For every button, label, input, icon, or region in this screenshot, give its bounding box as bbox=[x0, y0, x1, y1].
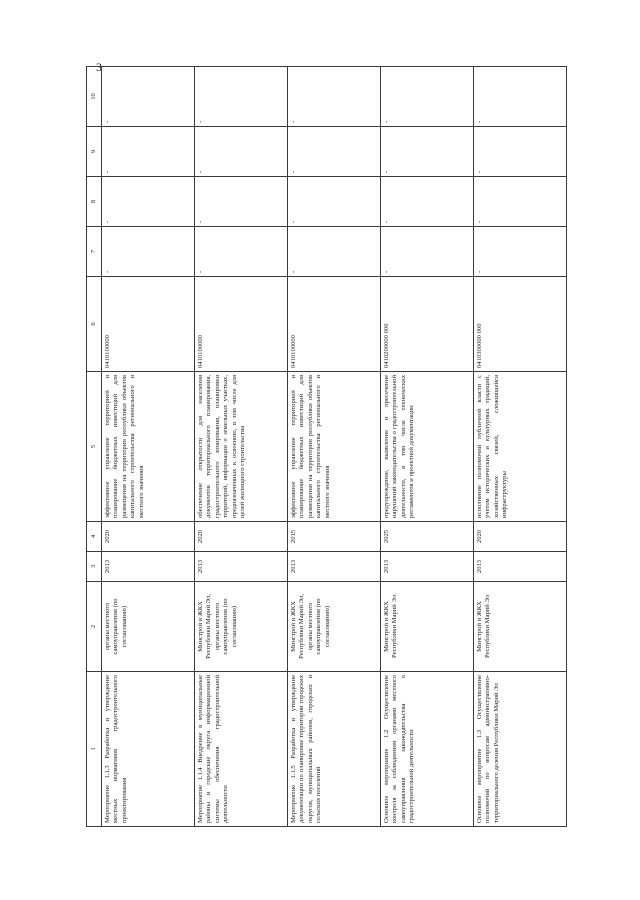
code-cell: 0410100000 bbox=[195, 277, 288, 372]
table-row bbox=[288, 67, 381, 827]
col9-cell: - bbox=[474, 127, 567, 177]
result-cell: эффективное управление территорией и планирование бюджетных инвестиций для размещения на территории республики объектов капитального строительства регионального и местного значения bbox=[288, 372, 381, 522]
col8-cell: - bbox=[474, 177, 567, 227]
table-row bbox=[102, 67, 195, 827]
col10-cell: - bbox=[474, 67, 567, 127]
start-year-cell: 2013 bbox=[474, 552, 567, 582]
col8-cell: - bbox=[195, 177, 288, 227]
code-cell: 0410200000 000 bbox=[381, 277, 474, 372]
result-cell: предупреждение, выявление и пресечение нарушений законодательства о градостроительной деятельности, в том числе технических регламентов и проектной документации bbox=[381, 372, 474, 522]
result-cell: обеспечение открытости для населения документов территориального планирования, градостроительного зонирования, планировки территорий, информации о земельных участках, предназначенных к освоению, в том числе для целей жилищного строительства bbox=[195, 372, 288, 522]
col-header-1: 1 bbox=[87, 672, 102, 827]
col10-cell: - bbox=[381, 67, 474, 127]
col-header-7: 7 bbox=[87, 227, 102, 277]
end-year-cell: 2015 bbox=[288, 522, 381, 552]
start-year-cell: 2013 bbox=[102, 552, 195, 582]
col-header-8: 8 bbox=[87, 177, 102, 227]
col8-cell: - bbox=[288, 177, 381, 227]
table-row bbox=[195, 67, 288, 827]
executor-cell: Минстрой и ЖКХ Республики Марий Эл, органы местного самоуправления (по согласованию) bbox=[288, 582, 381, 672]
col7-cell: - bbox=[474, 227, 567, 277]
col-header-9: 9 bbox=[87, 127, 102, 177]
col-header-6: 6 bbox=[87, 277, 102, 372]
col9-cell: - bbox=[102, 127, 195, 177]
table-row bbox=[381, 67, 474, 827]
event-cell: Мероприятие 1.1.5 Разработка и утверждение документации по планировке территории городских округов, муниципальных районов, городских и сельских поселений bbox=[288, 672, 381, 827]
start-year-cell: 2013 bbox=[381, 552, 474, 582]
start-year-cell: 2013 bbox=[288, 552, 381, 582]
table-row bbox=[474, 67, 567, 827]
col10-cell: - bbox=[195, 67, 288, 127]
event-cell: Мероприятие 1.1.4 Внедрение в муниципальные районы и городские округа информационной системы обеспечения градостроительной деятельности bbox=[195, 672, 288, 827]
end-year-cell: 2020 bbox=[102, 522, 195, 552]
end-year-cell: 2020 bbox=[195, 522, 288, 552]
col8-cell: - bbox=[381, 177, 474, 227]
col-header-4: 4 bbox=[87, 522, 102, 552]
col10-cell: - bbox=[102, 67, 195, 127]
column-number-row bbox=[87, 67, 102, 827]
event-cell: Основное мероприятие 1.2 Осуществление контроля за соблюдением органами местного самоуправления законодательства о градостроительной деятельности bbox=[381, 672, 474, 827]
page-number: 3 bbox=[96, 60, 102, 74]
rotated-table-container bbox=[86, 67, 566, 827]
result-cell: исполнение полномочий публичной власти с учетом исторических и культурных традиций, хозяйственных связей, сложившейся инфраструктуры bbox=[474, 372, 567, 522]
col-header-5: 5 bbox=[87, 372, 102, 522]
code-cell: 0410100000 bbox=[288, 277, 381, 372]
col10-cell: - bbox=[288, 67, 381, 127]
code-cell: 0410300000 000 bbox=[474, 277, 567, 372]
executor-cell: Минстрой и ЖКХ Республики Марий Эл bbox=[381, 582, 474, 672]
col9-cell: - bbox=[288, 127, 381, 177]
col-header-3: 3 bbox=[87, 552, 102, 582]
col7-cell: - bbox=[381, 227, 474, 277]
col-header-2: 2 bbox=[87, 582, 102, 672]
event-cell: Основное мероприятие 1.3 Осуществление полномочий по вопросам административно-территориального деления Республики Марий Эл bbox=[474, 672, 567, 827]
code-cell: 0410100000 bbox=[102, 277, 195, 372]
col7-cell: - bbox=[288, 227, 381, 277]
col9-cell: - bbox=[195, 127, 288, 177]
col8-cell: - bbox=[102, 177, 195, 227]
end-year-cell: 2025 bbox=[381, 522, 474, 552]
event-cell: Мероприятие 1.1.3 Разработка и утверждение местных нормативов градостроительного проектирования bbox=[102, 672, 195, 827]
col-header-10: 10 bbox=[87, 67, 102, 127]
end-year-cell: 2020 bbox=[474, 522, 567, 552]
col7-cell: - bbox=[102, 227, 195, 277]
col9-cell: - bbox=[381, 127, 474, 177]
executor-cell: органы местного самоуправления (по согласованию) bbox=[102, 582, 195, 672]
col7-cell: - bbox=[195, 227, 288, 277]
executor-cell: Минстрой и ЖКХ Республики Марий Эл bbox=[474, 582, 567, 672]
result-cell: эффективное управление территорией и планирование бюджетных инвестиций для размещения на территории республики объектов капитального строительства регионального и местного значения bbox=[102, 372, 195, 522]
start-year-cell: 2013 bbox=[195, 552, 288, 582]
executor-cell: Минстрой и ЖКХ Республики Марий Эл, органы местного самоуправления (по согласованию) bbox=[195, 582, 288, 672]
program-events-table bbox=[86, 66, 567, 827]
